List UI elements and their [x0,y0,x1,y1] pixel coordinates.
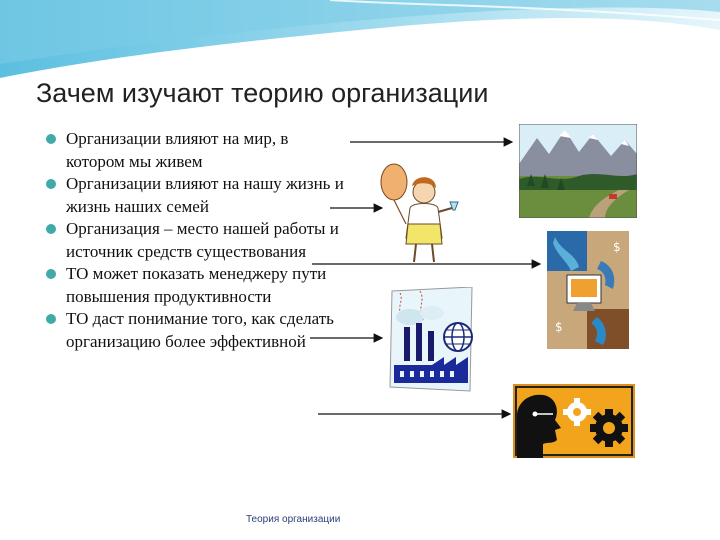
svg-text:$: $ [555,320,563,334]
bullet-dot-icon [46,224,56,234]
footer-text: Теория организации [246,514,341,525]
factory-globe-picture [386,287,478,393]
bullet-text: Организации влияют на нашу жизнь и жизнь наших семей [66,174,344,216]
bullet-dot-icon [46,269,56,279]
gears-head-picture [513,384,635,458]
computer-worker-picture [547,231,629,349]
landscape-picture [519,124,637,218]
svg-text:$: $ [613,240,621,254]
bullet-text: ТО даст понимание того, как сделать организацию более эффективной [66,309,334,351]
bullet-text: Организация – место нашей работы и источник средств существования [66,219,339,261]
bullet-item [44,308,344,353]
slide-title: Зачем изучают теорию организации [36,78,489,108]
bullet-list [44,128,344,353]
bullet-text: ТО может показать менеджеру пути повышения продуктивности [66,264,327,306]
bullet-dot-icon [46,134,56,144]
bullet-dot-icon [46,314,56,324]
bullet-item [44,218,344,263]
bullet-item [44,173,344,218]
bullet-item [44,128,344,173]
bullet-dot-icon [46,179,56,189]
woman-with-balloon-picture [378,158,464,266]
bullet-item [44,263,344,308]
bullet-text: Организации влияют на мир, в котором мы живем [66,129,289,171]
header-wave-decoration [0,0,720,80]
